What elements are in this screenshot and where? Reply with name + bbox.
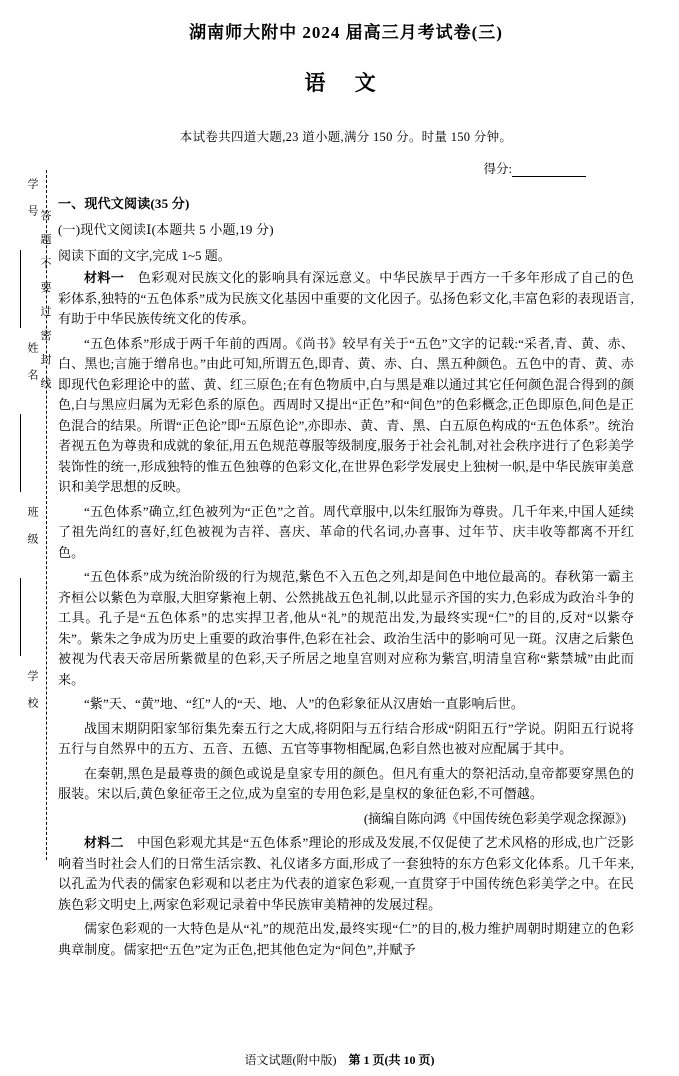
material-one-label: 材料一 bbox=[84, 270, 125, 285]
exam-instructions: 本试卷共四道大题,23 道小题,满分 150 分。时量 150 分钟。 bbox=[179, 130, 513, 144]
page-footer bbox=[0, 1051, 679, 1068]
seal-notice-text bbox=[36, 204, 56, 396]
score-label: 得分: bbox=[483, 162, 512, 176]
seal-notice-char-7: 封 bbox=[40, 354, 52, 366]
seal-field-class bbox=[6, 506, 38, 546]
paragraph: “五色体系”确立,红色被列为“正色”之首。周代章服中,以朱红服饰为尊贵。几千年来,中国人延续了祖先尚红的喜好,红色被视为吉祥、喜庆、革命的代名词,办喜事、过年节、庆丰收等都离不开红色。 bbox=[58, 503, 634, 560]
seal-label-school: 学 校 bbox=[26, 670, 38, 710]
seal-notice-char-6: 密 bbox=[40, 330, 52, 342]
page-title: 湖南师大附中 2024 届高三月考试卷(三) bbox=[189, 23, 503, 42]
score-field bbox=[58, 159, 634, 177]
material-one-paragraph bbox=[58, 268, 634, 330]
paragraph-text: 色彩观对民族文化的影响具有深远意义。中华民族早于西方一千多年形成了自己的色彩体系,独特的“五色体系”成为民族文化基因中重要的文化因子。弘扬色彩文化,丰富色彩的表现语言,有助于中华民族传统文化的传承。 bbox=[58, 270, 634, 326]
seal-notice-char-4: 要 bbox=[40, 282, 52, 294]
section-heading-1: 一、现代文阅读(35 分) bbox=[58, 196, 190, 211]
score-blank bbox=[512, 164, 586, 177]
reading-instruction: 阅读下面的文字,完成 1~5 题。 bbox=[58, 248, 231, 263]
seal-notice-char-1: 答 bbox=[40, 210, 52, 222]
footer-page-number: 第 1 页(共 10 页) bbox=[348, 1053, 435, 1067]
seal-label-name: 姓 名 bbox=[26, 342, 38, 382]
paragraph: 儒家色彩观的一大特色是从“礼”的规范出发,最终实现“仁”的目的,极力维护周朝时期建立的色彩典章制度。儒家把“五色”定为正色,把其他色定为“间色”,并赋予 bbox=[58, 921, 634, 957]
seal-field-student-id bbox=[6, 178, 38, 218]
paper-content bbox=[58, 0, 634, 960]
footer-subject: 语文试题 bbox=[244, 1053, 293, 1067]
seal-notice-char-3: 不 bbox=[40, 258, 52, 270]
material-two-label: 材料二 bbox=[84, 835, 124, 850]
seal-label-class: 班 级 bbox=[26, 506, 38, 546]
paragraph: “五色体系”成为统治阶级的行为规范,紫色不入五色之列,却是间色中地位最高的。春秋第一霸主齐桓公以紫色为章服,大胆穿紫袍上朝、公然挑战五色礼制,以此显示齐国的实力,色彩成为政治斗争的工具。孔子是“五色体系”的忠实捍卫者,他从“礼”的规范出发,为最终实现“仁”的目的,反对“以紫夺朱”。紫朱之争成为历史上重要的政治事件,色彩在社会、政治生活中的影响可见一斑。汉唐之后紫色被视为代表天帝居所紫微星的色彩,天子所居之地皇宫则对应称为紫宫,明清皇宫称“紫禁城”由此而来。 bbox=[58, 569, 634, 687]
seal-field-name bbox=[6, 342, 38, 382]
seal-notice-char-2: 题 bbox=[40, 234, 52, 246]
seal-field-school bbox=[6, 670, 38, 710]
subject-title: 语 文 bbox=[304, 71, 388, 95]
footer-edition: (附中版) bbox=[292, 1053, 337, 1067]
source-citation-one: (摘编自陈向鸿《中国传统色彩美学观念探源》) bbox=[363, 810, 626, 826]
seal-margin-column bbox=[6, 170, 52, 860]
material-two-paragraph bbox=[58, 833, 634, 915]
seal-rule-1 bbox=[20, 250, 21, 328]
seal-label-student-id: 学 号 bbox=[26, 178, 38, 218]
seal-rule-2 bbox=[20, 414, 21, 492]
paragraph: 在秦朝,黑色是最尊贵的颜色或说是皇家专用的颜色。但凡有重大的祭祀活动,皇帝都要穿黑色的服装。宋以后,黄色象征帝王之位,成为皇室的专用色彩,是皇权的象征色彩,不可僭越。 bbox=[58, 765, 634, 801]
paragraph: “五色体系”形成于两千年前的西周。《尚书》较早有关于“五色”文字的记载:“采者,青、黄、赤、白、黑也;言施于缯帛也。”由此可知,所谓五色,即青、黄、赤、白、黑五种颜色。五色中的青、黄、赤即现代色彩理论中的蓝、黄、红三原色;在有色物质中,白与黑是难以通过其它任何颜色混合得到的颜色,白与黑应归属为无彩色系的原色。西周时又提出“正色”和“间色”的色彩概念,正色即原色,间色是正色混合的结果。所谓“正色论”即“五原色论”,亦即赤、黄、青、黑、白五原色构成的“五色体系”。统治者视五色为尊贵和成就的象征,用五色规范尊服等级制度,服务于社会礼制,对社会秩序进行了色彩美学装饰性的统一,形成独特的惟五色独尊的色彩文化,在世界色彩学发展史上独树一帜,是中华民族审美意识和美学思想的反映。 bbox=[58, 335, 634, 494]
seal-notice-char-8: 线 bbox=[40, 378, 52, 390]
paragraph-text: 中国色彩观尤其是“五色体系”理论的形成及发展,不仅促使了艺术风格的形成,也广泛影响着当时社会人们的日常生活宗教、礼仪诸多方面,形成了一套独特的东方色彩文化体系。几千年来,以孔孟为代表的儒家色彩观和以老庄为代表的道家色彩观,一直贯穿于中国传统色彩美学之中。在民族色彩文明史上,两家色彩观记录着中华民族审美精神的发展过程。 bbox=[58, 835, 634, 912]
paragraph: 战国末期阴阳家邹衍集先秦五行之大成,将阴阳与五行结合形成“阴阳五行”学说。阴阳五行说将五行与自然界中的五方、五音、五德、五官等事物相配属,色彩自然也被对应配属于其中。 bbox=[58, 720, 634, 756]
seal-rule-3 bbox=[20, 578, 21, 656]
subsection-heading-1: (一)现代文阅读Ⅰ(本题共 5 小题,19 分) bbox=[58, 222, 274, 237]
paragraph: “紫”天、“黄”地、“红”人的“天、地、人”的色彩象征从汉唐始一直影响后世。 bbox=[84, 696, 524, 711]
seal-notice-char-5: 过 bbox=[40, 306, 52, 318]
